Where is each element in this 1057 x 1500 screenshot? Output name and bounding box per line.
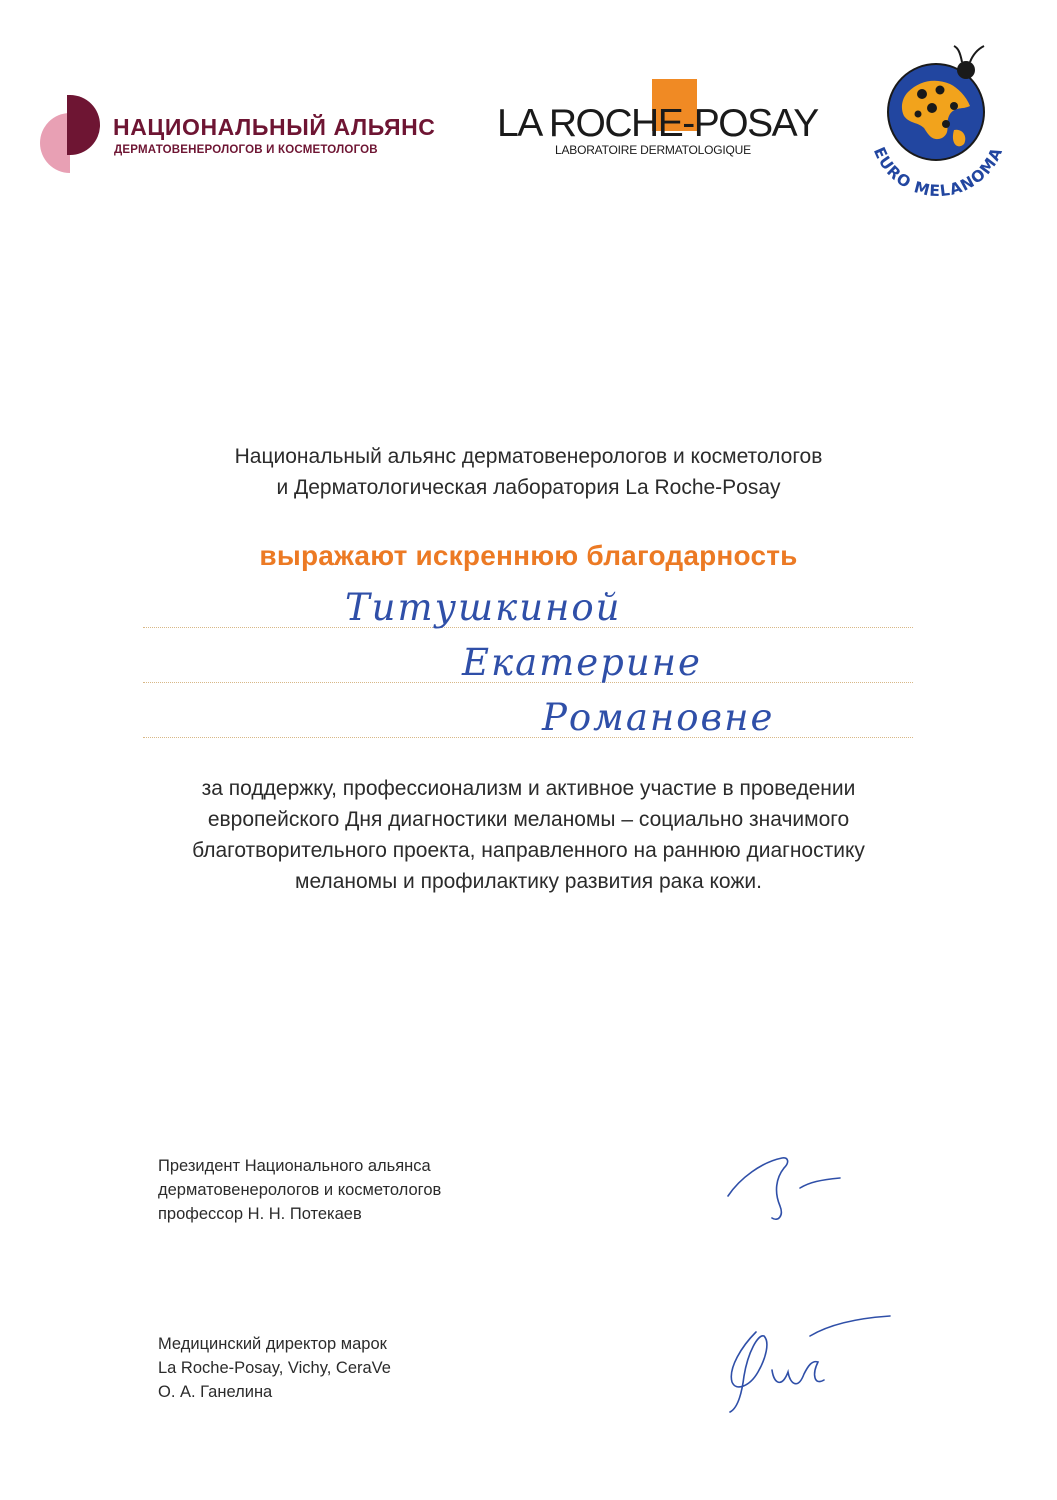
body-line-4: меланомы и профилактику развития рака кожи. — [295, 870, 762, 893]
euromelanoma-logo — [858, 40, 1018, 210]
header-line-1: Национальный альянс дерматовенерологов и косметологов — [234, 445, 823, 468]
signatory-medical-director — [158, 1332, 391, 1404]
signatory-name: О. А. Ганелина — [158, 1383, 273, 1401]
alliance-logo — [40, 95, 460, 180]
euromelanoma-text: EURO MELANOMA — [869, 144, 1007, 201]
body-paragraph — [0, 773, 1057, 897]
lrp-name: LA ROCHE-POSAY — [497, 102, 818, 145]
header-line-2: и Дерматологическая лаборатория La Roche-Posay — [276, 476, 781, 499]
alliance-name: НАЦИОНАЛЬНЫЙ АЛЬЯНС — [113, 114, 436, 140]
signature-medical-director — [690, 1312, 900, 1422]
thanks-heading: выражают искреннюю благодарность — [259, 540, 798, 571]
signatory-title: Президент Национального альянса — [158, 1157, 431, 1175]
signatory-president — [158, 1154, 441, 1226]
alliance-emblem-icon — [40, 95, 112, 180]
signature-president — [720, 1148, 860, 1228]
signatory-organization: дерматовенерологов и косметологов — [158, 1181, 442, 1199]
body-line-1: за поддержку, профессионализм и активное участие в проведении — [201, 777, 856, 800]
lrp-logo — [495, 75, 825, 165]
lrp-subtitle: LABORATOIRE DERMATOLOGIQUE — [555, 143, 751, 157]
signatory-name: профессор Н. Н. Потекаев — [158, 1205, 362, 1223]
recipient-surname: Титушкиной — [345, 586, 622, 629]
name-line-3 — [143, 737, 913, 739]
body-line-2: европейского Дня диагностики меланомы – социально значимого — [207, 808, 850, 831]
ladybug-globe-icon — [858, 40, 1018, 210]
recipient-first-name: Екатерине — [462, 641, 702, 684]
signatory-title: Медицинский директор марок — [158, 1335, 387, 1353]
body-line-3: благотворительного проекта, направленного на раннюю диагностику — [192, 839, 865, 862]
recipient-patronymic: Романовне — [542, 696, 775, 739]
signatory-brands: La Roche-Posay, Vichy, CeraVe — [158, 1359, 391, 1377]
alliance-subtitle: ДЕРМАТОВЕНЕРОЛОГОВ И КОСМЕТОЛОГОВ — [114, 144, 378, 156]
